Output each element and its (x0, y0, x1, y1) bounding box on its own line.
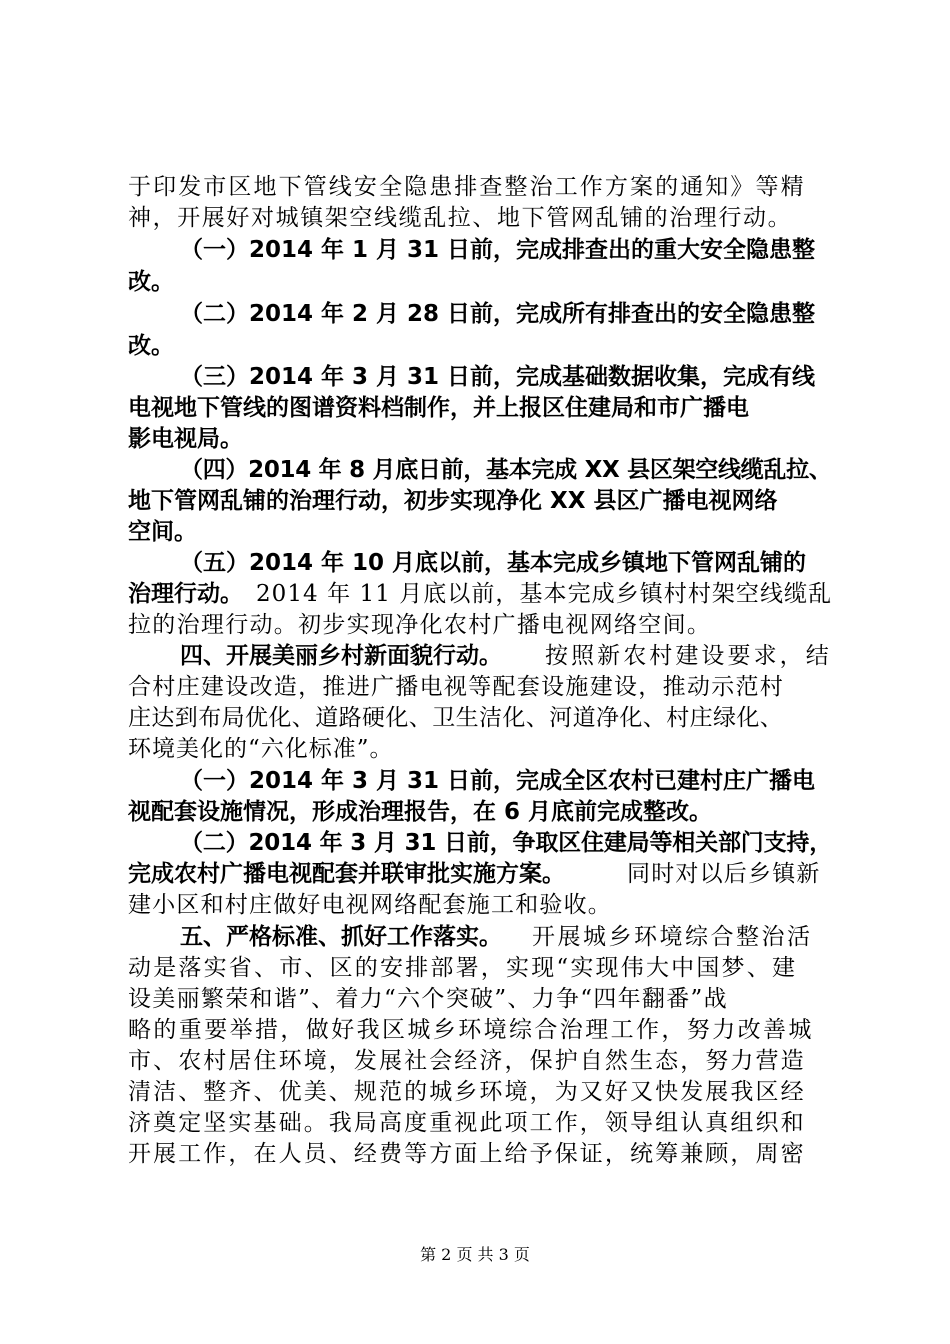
text-segment: 于印发市区地下管线安全隐患排查整治工作方案的通知》等精 (128, 174, 806, 200)
text-line (0, 235, 950, 265)
text-line (0, 1139, 950, 1169)
text-segment: 改。 (128, 269, 174, 295)
text-segment: （二）2014 年 2 月 28 日前，完成所有排查出的安全隐患整 (180, 301, 816, 327)
text-segment: 空间。 (128, 519, 197, 545)
text-segment: 庄达到布局优化、道路硬化、卫生洁化、河道净化、村庄绿化、 (128, 705, 784, 731)
text-line (0, 890, 950, 920)
text-segment: 动是落实省、市、区的安排部署，实现“实现伟大中国梦、建 (128, 955, 798, 981)
text-line (0, 172, 950, 202)
text-segment: 拉的治理行动。初步实现净化农村广播电视网络空间。 (128, 612, 712, 638)
text-segment: 改。 (128, 333, 174, 359)
text-segment: （五）2014 年 10 月底以前，基本完成乡镇地下管网乱铺的 (180, 550, 807, 576)
text-segment: 建小区和村庄做好电视网络配套施工和验收。 (128, 892, 612, 918)
text-segment: （一）2014 年 1 月 31 日前，完成排查出的重大安全隐患整 (180, 237, 816, 263)
text-line (0, 610, 950, 640)
text-segment: 设美丽繁荣和谐”、着力“六个突破”、力争“四年翻番”战 (128, 986, 728, 1012)
text-segment: 略的重要举措，做好我区城乡环境综合治理工作，努力改善城 (128, 1017, 814, 1043)
text-segment: 环境美化的“六化标准”。 (128, 736, 394, 762)
text-line (0, 734, 950, 764)
text-line (0, 486, 950, 516)
text-segment: 2014 年 11 月底以前，基本完成乡镇村村架空线缆乱 (256, 581, 833, 607)
text-segment: 开展城乡环境综合整治活 (532, 924, 813, 950)
text-segment: 电视地下管线的图谱资料档制作，并上报区住建局和市广播电 (128, 395, 749, 421)
text-line (0, 922, 950, 952)
text-segment: 四、开展美丽乡村新面貌行动。 (180, 643, 502, 669)
text-segment: 合村庄建设改造，推进广播电视等配套设施建设，推动示范村 (128, 674, 785, 700)
text-segment: 按照新农村建设要求，结 (545, 643, 832, 669)
text-segment: 视配套设施情况，形成治理报告，在 6 月底前完成整改。 (128, 799, 713, 825)
text-segment: （四）2014 年 8 月底日前，基本完成 XX 县区架空线缆乱拉、 (180, 457, 832, 483)
text-line (0, 362, 950, 392)
text-segment: 影电视局。 (128, 426, 243, 452)
text-segment: （一）2014 年 3 月 31 日前，完成全区农村已建村庄广播电 (180, 768, 816, 794)
text-segment: 济奠定坚实基础。我局高度重视此项工作，领导组认真组织和 (128, 1110, 806, 1136)
text-line (0, 1077, 950, 1107)
text-line (0, 517, 950, 547)
text-line (0, 1015, 950, 1045)
text-segment: 五、严格标准、抓好工作落实。 (180, 924, 502, 950)
text-line (0, 267, 950, 297)
text-line (0, 641, 950, 671)
text-line (0, 1046, 950, 1076)
text-segment: 治理行动。 (128, 581, 243, 607)
text-line (0, 579, 950, 609)
text-segment: 完成农村广播电视配套并联审批实施方案。 (128, 861, 565, 887)
text-line (0, 203, 950, 233)
text-segment: 地下管网乱铺的治理行动，初步实现净化 XX 县区广播电视网络 (128, 488, 778, 514)
text-line (0, 393, 950, 423)
text-line (0, 703, 950, 733)
text-line (0, 766, 950, 796)
text-line (0, 672, 950, 702)
text-line (0, 953, 950, 983)
text-line (0, 984, 950, 1014)
text-segment: （二）2014 年 3 月 31 日前，争取区住建局等相关部门支持， (180, 830, 833, 856)
text-segment: 神，开展好对城镇架空线缆乱拉、地下管网乱铺的治理行动。 (128, 205, 793, 231)
text-segment: 开展工作，在人员、经费等方面上给予保证，统筹兼顾，周密 (128, 1141, 806, 1167)
text-line (0, 455, 950, 485)
text-line (0, 331, 950, 361)
text-segment: 市、农村居住环境，发展社会经济，保护自然生态，努力营造 (128, 1048, 806, 1074)
text-line (0, 859, 950, 889)
text-line (0, 424, 950, 454)
text-line (0, 299, 950, 329)
text-segment: （三）2014 年 3 月 31 日前，完成基础数据收集，完成有线 (180, 364, 816, 390)
text-line (0, 1108, 950, 1138)
text-segment: 清洁、整齐、优美、规范的城乡环境，为又好又快发展我区经 (128, 1079, 806, 1105)
text-line (0, 797, 950, 827)
text-line (0, 548, 950, 578)
text-segment: 同时对以后乡镇新 (627, 861, 821, 887)
page-number-footer: 第 2 页 共 3 页 (420, 1245, 530, 1264)
text-line (0, 828, 950, 858)
